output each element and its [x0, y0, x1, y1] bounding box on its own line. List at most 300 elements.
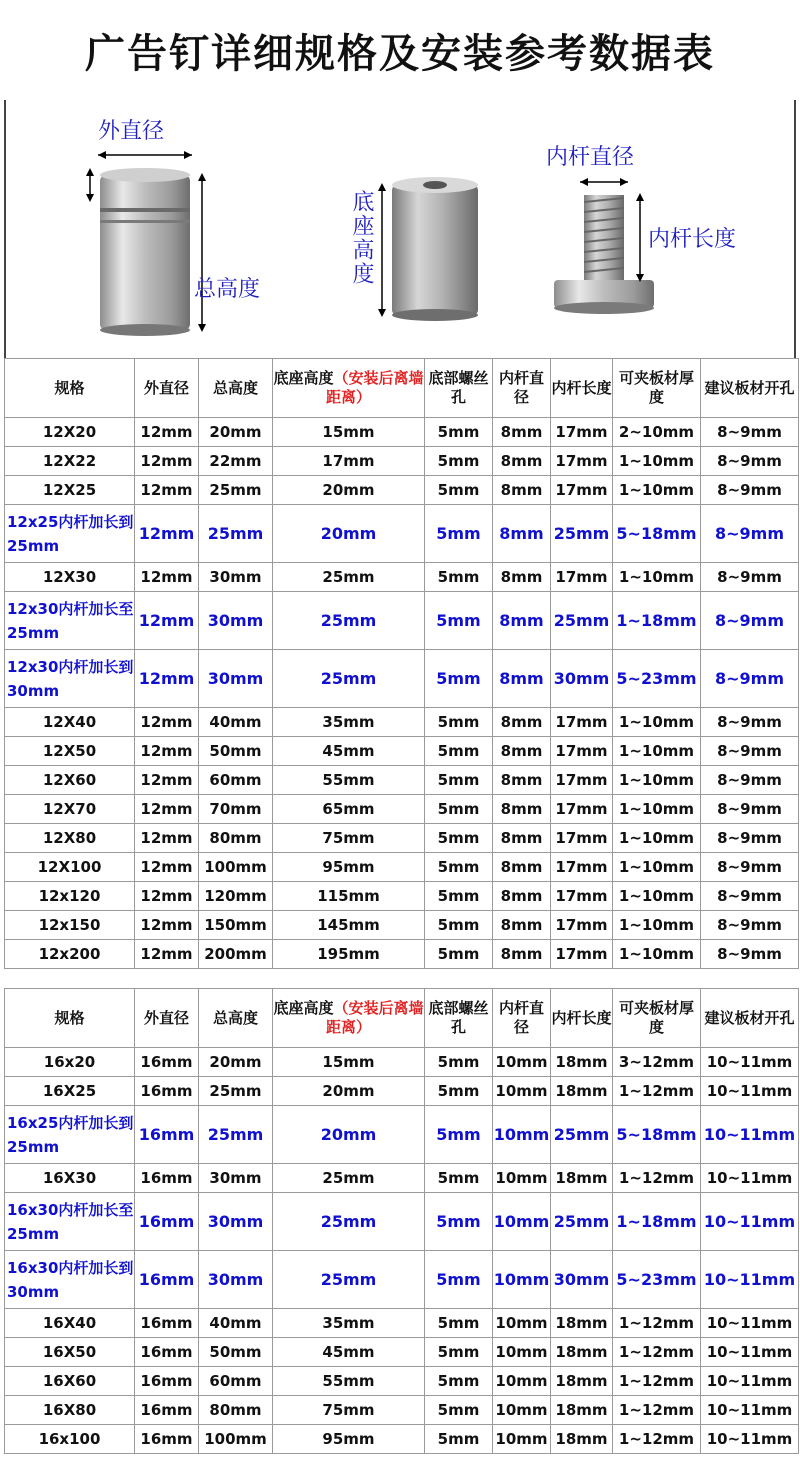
cell-outer-diameter: 16mm [135, 1396, 199, 1425]
cell-bottom-hole: 5mm [425, 824, 493, 853]
cell-rod-diameter: 10mm [493, 1251, 551, 1309]
cell-outer-diameter: 12mm [135, 911, 199, 940]
cell-base-height: 20mm [273, 1077, 425, 1106]
cell-total-height: 40mm [199, 708, 273, 737]
cell-rod-length: 18mm [551, 1077, 613, 1106]
cell-clamp-thickness: 1~10mm [613, 766, 701, 795]
cell-base-height: 45mm [273, 737, 425, 766]
table-row [5, 447, 799, 476]
cell-spec: 12X50 [5, 737, 135, 766]
cell-total-height: 70mm [199, 795, 273, 824]
table-row [5, 940, 799, 969]
table-row [5, 418, 799, 447]
table-row [5, 911, 799, 940]
cell-board-hole: 8~9mm [701, 708, 799, 737]
cell-total-height: 25mm [199, 1106, 273, 1164]
cell-rod-length: 17mm [551, 476, 613, 505]
cell-spec: 12x200 [5, 940, 135, 969]
header-base-height [273, 989, 425, 1048]
cell-total-height: 120mm [199, 882, 273, 911]
base-height-label: 底座高度 [349, 190, 374, 286]
cell-rod-diameter: 10mm [493, 1164, 551, 1193]
header-total-height: 总高度 [199, 359, 273, 418]
table-row [5, 1193, 799, 1251]
cell-base-height: 25mm [273, 563, 425, 592]
cell-rod-diameter: 10mm [493, 1396, 551, 1425]
cell-rod-length: 18mm [551, 1396, 613, 1425]
cell-base-height: 25mm [273, 1193, 425, 1251]
cell-outer-diameter: 12mm [135, 447, 199, 476]
cell-clamp-thickness: 1~12mm [613, 1077, 701, 1106]
cell-outer-diameter: 12mm [135, 418, 199, 447]
cell-base-height: 17mm [273, 447, 425, 476]
cell-spec: 12X80 [5, 824, 135, 853]
cell-rod-length: 18mm [551, 1367, 613, 1396]
cell-rod-length: 17mm [551, 824, 613, 853]
table-row [5, 1425, 799, 1454]
cell-clamp-thickness: 1~10mm [613, 824, 701, 853]
cell-board-hole: 8~9mm [701, 853, 799, 882]
table-body-12mm [5, 418, 799, 969]
cell-outer-diameter: 12mm [135, 650, 199, 708]
table-row [5, 1338, 799, 1367]
table-row [5, 708, 799, 737]
cell-total-height: 30mm [199, 563, 273, 592]
cell-outer-diameter: 16mm [135, 1367, 199, 1396]
header-base-height [273, 359, 425, 418]
cell-bottom-hole: 5mm [425, 853, 493, 882]
cell-total-height: 100mm [199, 1425, 273, 1454]
cell-rod-length: 18mm [551, 1309, 613, 1338]
cell-board-hole: 8~9mm [701, 418, 799, 447]
cell-rod-diameter: 10mm [493, 1048, 551, 1077]
cell-spec: 16X80 [5, 1396, 135, 1425]
cell-board-hole: 10~11mm [701, 1309, 799, 1338]
cell-spec: 12x30内杆加长至25mm [5, 592, 135, 650]
cell-spec: 16x30内杆加长到30mm [5, 1251, 135, 1309]
cell-base-height: 195mm [273, 940, 425, 969]
cell-bottom-hole: 5mm [425, 1106, 493, 1164]
cell-rod-length: 25mm [551, 1106, 613, 1164]
cell-rod-diameter: 10mm [493, 1425, 551, 1454]
cell-bottom-hole: 5mm [425, 1425, 493, 1454]
cell-outer-diameter: 16mm [135, 1425, 199, 1454]
cell-rod-diameter: 10mm [493, 1367, 551, 1396]
cell-outer-diameter: 12mm [135, 476, 199, 505]
cell-bottom-hole: 5mm [425, 563, 493, 592]
cell-total-height: 60mm [199, 766, 273, 795]
cell-rod-diameter: 8mm [493, 737, 551, 766]
cell-bottom-hole: 5mm [425, 737, 493, 766]
cell-clamp-thickness: 1~10mm [613, 476, 701, 505]
table-row [5, 563, 799, 592]
cell-rod-diameter: 10mm [493, 1193, 551, 1251]
cell-rod-length: 25mm [551, 505, 613, 563]
cell-rod-diameter: 8mm [493, 940, 551, 969]
cell-total-height: 30mm [199, 1164, 273, 1193]
cell-total-height: 80mm [199, 824, 273, 853]
cell-board-hole: 10~11mm [701, 1106, 799, 1164]
cell-clamp-thickness: 3~12mm [613, 1048, 701, 1077]
cell-rod-diameter: 8mm [493, 418, 551, 447]
cell-clamp-thickness: 1~12mm [613, 1309, 701, 1338]
cell-clamp-thickness: 1~10mm [613, 911, 701, 940]
cell-base-height: 15mm [273, 1048, 425, 1077]
cell-bottom-hole: 5mm [425, 1338, 493, 1367]
header-base-height-text: 底座高度 [273, 369, 334, 388]
cell-clamp-thickness: 1~18mm [613, 1193, 701, 1251]
cell-outer-diameter: 12mm [135, 824, 199, 853]
table-row [5, 1309, 799, 1338]
table-header-row [5, 359, 799, 418]
cell-total-height: 20mm [199, 418, 273, 447]
cell-total-height: 25mm [199, 505, 273, 563]
header-rod-diameter: 内杆直径 [493, 989, 551, 1048]
cell-base-height: 45mm [273, 1338, 425, 1367]
cell-rod-diameter: 8mm [493, 505, 551, 563]
cell-bottom-hole: 5mm [425, 592, 493, 650]
cell-bottom-hole: 5mm [425, 476, 493, 505]
cell-board-hole: 10~11mm [701, 1396, 799, 1425]
cell-board-hole: 8~9mm [701, 824, 799, 853]
cell-bottom-hole: 5mm [425, 882, 493, 911]
header-clamp-thickness: 可夹板材厚度 [613, 359, 701, 418]
cell-clamp-thickness: 1~10mm [613, 795, 701, 824]
cell-rod-length: 25mm [551, 1193, 613, 1251]
cell-board-hole: 8~9mm [701, 766, 799, 795]
cell-bottom-hole: 5mm [425, 795, 493, 824]
cell-outer-diameter: 12mm [135, 505, 199, 563]
cell-rod-length: 17mm [551, 563, 613, 592]
header-clamp-thickness: 可夹板材厚度 [613, 989, 701, 1048]
cell-base-height: 20mm [273, 505, 425, 563]
cell-base-height: 75mm [273, 1396, 425, 1425]
cell-clamp-thickness: 1~10mm [613, 447, 701, 476]
cell-outer-diameter: 16mm [135, 1193, 199, 1251]
cell-spec: 12X30 [5, 563, 135, 592]
cell-clamp-thickness: 1~10mm [613, 882, 701, 911]
cell-outer-diameter: 16mm [135, 1309, 199, 1338]
cell-clamp-thickness: 1~10mm [613, 940, 701, 969]
cell-clamp-thickness: 5~18mm [613, 505, 701, 563]
cell-board-hole: 8~9mm [701, 505, 799, 563]
cell-outer-diameter: 16mm [135, 1048, 199, 1077]
cell-rod-diameter: 8mm [493, 650, 551, 708]
cell-outer-diameter: 12mm [135, 737, 199, 766]
cell-clamp-thickness: 5~23mm [613, 650, 701, 708]
cell-rod-length: 17mm [551, 795, 613, 824]
cell-clamp-thickness: 1~12mm [613, 1425, 701, 1454]
cell-rod-diameter: 8mm [493, 592, 551, 650]
cell-base-height: 25mm [273, 1164, 425, 1193]
cell-rod-diameter: 8mm [493, 766, 551, 795]
cell-outer-diameter: 12mm [135, 853, 199, 882]
cell-rod-length: 25mm [551, 592, 613, 650]
cell-outer-diameter: 12mm [135, 766, 199, 795]
rod-diameter-label: 内杆直径 [546, 145, 635, 170]
cell-board-hole: 10~11mm [701, 1338, 799, 1367]
cell-total-height: 22mm [199, 447, 273, 476]
page-title: 广告钉详细规格及安装参考数据表 [85, 30, 715, 77]
cell-rod-length: 18mm [551, 1425, 613, 1454]
cell-total-height: 25mm [199, 476, 273, 505]
cell-rod-diameter: 8mm [493, 447, 551, 476]
cell-board-hole: 8~9mm [701, 563, 799, 592]
cell-rod-diameter: 8mm [493, 476, 551, 505]
cell-spec: 16x25内杆加长到25mm [5, 1106, 135, 1164]
cell-total-height: 25mm [199, 1077, 273, 1106]
cell-board-hole: 10~11mm [701, 1164, 799, 1193]
cell-base-height: 25mm [273, 650, 425, 708]
cell-spec: 12X25 [5, 476, 135, 505]
cell-board-hole: 8~9mm [701, 940, 799, 969]
cell-outer-diameter: 12mm [135, 708, 199, 737]
cell-rod-length: 17mm [551, 418, 613, 447]
table-row [5, 592, 799, 650]
cell-bottom-hole: 5mm [425, 1077, 493, 1106]
cell-total-height: 80mm [199, 1396, 273, 1425]
cell-spec: 16X40 [5, 1309, 135, 1338]
table-row [5, 476, 799, 505]
cell-board-hole: 10~11mm [701, 1193, 799, 1251]
header-board-hole: 建议板材开孔 [701, 359, 799, 418]
cell-clamp-thickness: 1~18mm [613, 592, 701, 650]
cell-spec: 12X70 [5, 795, 135, 824]
cell-board-hole: 8~9mm [701, 476, 799, 505]
cell-rod-diameter: 10mm [493, 1309, 551, 1338]
cell-outer-diameter: 12mm [135, 795, 199, 824]
cell-board-hole: 8~9mm [701, 650, 799, 708]
cell-base-height: 115mm [273, 882, 425, 911]
cell-total-height: 100mm [199, 853, 273, 882]
rod-length-label: 内杆长度 [648, 227, 737, 252]
cell-rod-length: 17mm [551, 766, 613, 795]
cell-bottom-hole: 5mm [425, 505, 493, 563]
outer-diameter-label: 外直径 [98, 119, 165, 144]
cell-rod-length: 17mm [551, 708, 613, 737]
standoff-base-illustration [378, 177, 478, 321]
cell-clamp-thickness: 1~12mm [613, 1396, 701, 1425]
cell-board-hole: 8~9mm [701, 911, 799, 940]
cell-outer-diameter: 12mm [135, 563, 199, 592]
cell-rod-length: 18mm [551, 1164, 613, 1193]
cell-base-height: 65mm [273, 795, 425, 824]
table-row [5, 1367, 799, 1396]
cell-base-height: 75mm [273, 824, 425, 853]
table-row [5, 824, 799, 853]
cell-rod-length: 30mm [551, 1251, 613, 1309]
cell-rod-length: 17mm [551, 447, 613, 476]
cell-spec: 16x20 [5, 1048, 135, 1077]
cell-spec: 16X30 [5, 1164, 135, 1193]
cell-clamp-thickness: 1~12mm [613, 1164, 701, 1193]
cell-base-height: 95mm [273, 1425, 425, 1454]
cell-outer-diameter: 12mm [135, 882, 199, 911]
cell-base-height: 25mm [273, 592, 425, 650]
header-total-height: 总高度 [199, 989, 273, 1048]
cell-board-hole: 8~9mm [701, 795, 799, 824]
cell-bottom-hole: 5mm [425, 1251, 493, 1309]
table-body-16mm [5, 1048, 799, 1454]
table-row [5, 766, 799, 795]
cell-clamp-thickness: 2~10mm [613, 418, 701, 447]
table-row [5, 1048, 799, 1077]
screw-illustration [554, 178, 654, 314]
cell-bottom-hole: 5mm [425, 447, 493, 476]
cell-bottom-hole: 5mm [425, 418, 493, 447]
cell-bottom-hole: 5mm [425, 1396, 493, 1425]
standoff-assembled-illustration [86, 151, 206, 336]
cell-spec: 12X20 [5, 418, 135, 447]
header-base-height-text: 底座高度 [273, 999, 334, 1018]
cell-spec: 16X60 [5, 1367, 135, 1396]
cell-total-height: 20mm [199, 1048, 273, 1077]
cell-clamp-thickness: 1~10mm [613, 853, 701, 882]
cell-clamp-thickness: 5~23mm [613, 1251, 701, 1309]
cell-bottom-hole: 5mm [425, 911, 493, 940]
cell-total-height: 200mm [199, 940, 273, 969]
cell-rod-diameter: 10mm [493, 1338, 551, 1367]
table-row [5, 737, 799, 766]
cell-clamp-thickness: 1~10mm [613, 737, 701, 766]
cell-clamp-thickness: 1~10mm [613, 563, 701, 592]
cell-base-height: 95mm [273, 853, 425, 882]
cell-board-hole: 10~11mm [701, 1251, 799, 1309]
header-bottom-hole: 底部螺丝孔 [425, 989, 493, 1048]
cell-total-height: 30mm [199, 592, 273, 650]
cell-board-hole: 10~11mm [701, 1048, 799, 1077]
header-board-hole: 建议板材开孔 [701, 989, 799, 1048]
cell-total-height: 30mm [199, 1251, 273, 1309]
cell-base-height: 20mm [273, 476, 425, 505]
cell-spec: 16x30内杆加长至25mm [5, 1193, 135, 1251]
total-height-label: 总高度 [194, 277, 261, 302]
cell-rod-diameter: 8mm [493, 853, 551, 882]
cell-outer-diameter: 16mm [135, 1251, 199, 1309]
cell-total-height: 30mm [199, 650, 273, 708]
cell-rod-diameter: 8mm [493, 911, 551, 940]
cell-rod-length: 17mm [551, 911, 613, 940]
header-outer-diameter: 外直径 [135, 359, 199, 418]
cell-clamp-thickness: 1~12mm [613, 1338, 701, 1367]
cell-bottom-hole: 5mm [425, 940, 493, 969]
cell-base-height: 145mm [273, 911, 425, 940]
cell-rod-length: 18mm [551, 1338, 613, 1367]
cell-total-height: 40mm [199, 1309, 273, 1338]
cell-outer-diameter: 12mm [135, 940, 199, 969]
cell-rod-diameter: 8mm [493, 824, 551, 853]
cell-spec: 16x100 [5, 1425, 135, 1454]
cell-total-height: 50mm [199, 737, 273, 766]
cell-bottom-hole: 5mm [425, 708, 493, 737]
cell-rod-length: 17mm [551, 737, 613, 766]
cell-base-height: 55mm [273, 766, 425, 795]
table-row [5, 853, 799, 882]
header-base-height-note: （安装后离墙距离） [325, 999, 424, 1036]
cell-bottom-hole: 5mm [425, 1048, 493, 1077]
cell-spec: 12X60 [5, 766, 135, 795]
cell-rod-diameter: 10mm [493, 1077, 551, 1106]
cell-rod-diameter: 8mm [493, 882, 551, 911]
cell-outer-diameter: 16mm [135, 1077, 199, 1106]
cell-total-height: 50mm [199, 1338, 273, 1367]
cell-spec: 12X22 [5, 447, 135, 476]
table-row [5, 795, 799, 824]
cell-rod-diameter: 8mm [493, 795, 551, 824]
cell-rod-diameter: 10mm [493, 1106, 551, 1164]
cell-board-hole: 10~11mm [701, 1425, 799, 1454]
table-row [5, 1251, 799, 1309]
header-spec: 规格 [5, 989, 135, 1048]
cell-total-height: 150mm [199, 911, 273, 940]
header-rod-length: 内杆长度 [551, 989, 613, 1048]
cell-bottom-hole: 5mm [425, 1309, 493, 1338]
cell-board-hole: 10~11mm [701, 1077, 799, 1106]
cell-rod-diameter: 8mm [493, 708, 551, 737]
cell-spec: 12x30内杆加长到30mm [5, 650, 135, 708]
table-row [5, 650, 799, 708]
cell-bottom-hole: 5mm [425, 766, 493, 795]
cell-total-height: 60mm [199, 1367, 273, 1396]
cell-spec: 12X40 [5, 708, 135, 737]
spec-table-12mm [4, 358, 799, 969]
header-bottom-hole: 底部螺丝孔 [425, 359, 493, 418]
cell-outer-diameter: 16mm [135, 1338, 199, 1367]
cell-rod-length: 30mm [551, 650, 613, 708]
table-header-row [5, 989, 799, 1048]
cell-clamp-thickness: 5~18mm [613, 1106, 701, 1164]
header-spec: 规格 [5, 359, 135, 418]
header-outer-diameter: 外直径 [135, 989, 199, 1048]
cell-board-hole: 8~9mm [701, 737, 799, 766]
table-row [5, 882, 799, 911]
cell-bottom-hole: 5mm [425, 1164, 493, 1193]
header-rod-length: 内杆长度 [551, 359, 613, 418]
cell-spec: 12X100 [5, 853, 135, 882]
header-base-height-note: （安装后离墙距离） [325, 369, 424, 406]
cell-base-height: 35mm [273, 708, 425, 737]
cell-bottom-hole: 5mm [425, 1367, 493, 1396]
cell-spec: 12x25内杆加长到25mm [5, 505, 135, 563]
spec-table-16mm [4, 988, 799, 1454]
cell-board-hole: 8~9mm [701, 447, 799, 476]
table-row [5, 1396, 799, 1425]
cell-board-hole: 10~11mm [701, 1367, 799, 1396]
table-row [5, 505, 799, 563]
cell-outer-diameter: 16mm [135, 1164, 199, 1193]
header-rod-diameter: 内杆直径 [493, 359, 551, 418]
cell-outer-diameter: 16mm [135, 1106, 199, 1164]
cell-rod-length: 17mm [551, 940, 613, 969]
cell-total-height: 30mm [199, 1193, 273, 1251]
cell-spec: 12x120 [5, 882, 135, 911]
cell-board-hole: 8~9mm [701, 882, 799, 911]
cell-spec: 16X50 [5, 1338, 135, 1367]
cell-bottom-hole: 5mm [425, 1193, 493, 1251]
table-row [5, 1077, 799, 1106]
cell-clamp-thickness: 1~12mm [613, 1367, 701, 1396]
table-row [5, 1106, 799, 1164]
cell-base-height: 20mm [273, 1106, 425, 1164]
cell-outer-diameter: 12mm [135, 592, 199, 650]
table-row [5, 1164, 799, 1193]
cell-bottom-hole: 5mm [425, 650, 493, 708]
cell-spec: 12x150 [5, 911, 135, 940]
cell-base-height: 35mm [273, 1309, 425, 1338]
cell-rod-length: 17mm [551, 853, 613, 882]
cell-spec: 16X25 [5, 1077, 135, 1106]
cell-rod-diameter: 8mm [493, 563, 551, 592]
